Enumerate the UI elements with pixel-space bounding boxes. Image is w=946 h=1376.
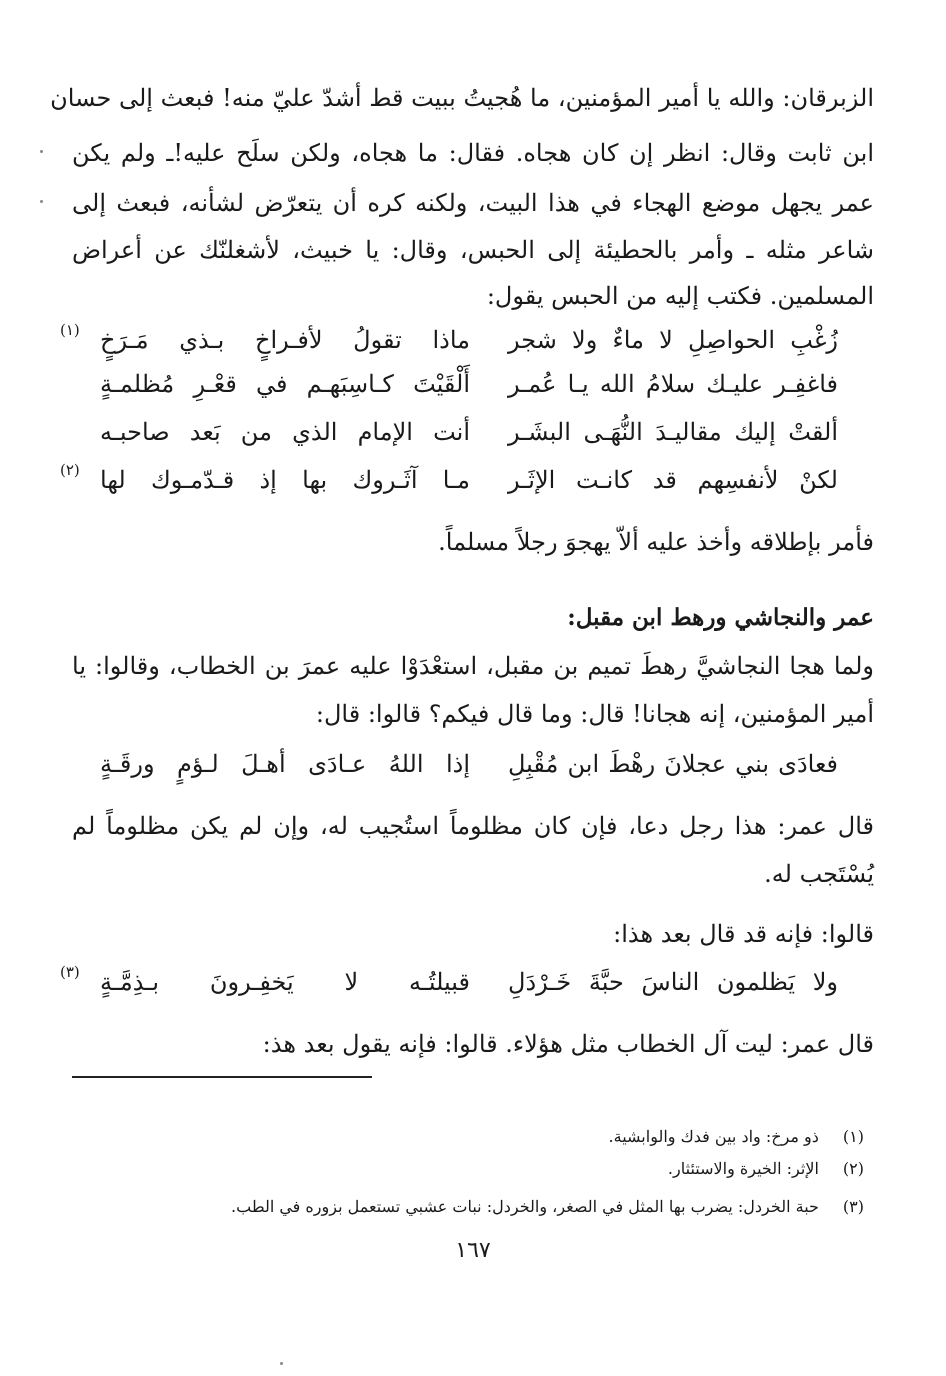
para5-line: قالوا: فإنه قد قال بعد هذا: [613,920,874,948]
footnote-number: (٢) [842,1159,864,1178]
footnote-text: الإثر: الخيرة والاستئثار. [667,1159,819,1178]
verse-first-hemistich: إذا اللهُ عـادَى أهـلَ لـؤمٍ ورقَـةٍ [100,750,470,778]
verse-first-hemistich: مـا آثَـروك بها إذ قـدّمـوك لها [100,466,470,494]
scan-speck [280,1362,283,1365]
poem1-verse-3 [72,410,874,454]
footnote-3 [231,1194,864,1220]
verse-second-hemistich: فاغفِـر عليـك سلامُ الله يـا عُمـر [508,370,838,398]
poem2-verse [72,742,874,786]
footnote-separator [72,1076,372,1078]
para3-line-2: أمير المؤمنين، إنه هجانا! قال: وما قال فيكم؟ قالوا: قال: [315,700,874,728]
verse-second-hemistich: ولا يَظلمون الناسَ حبَّةَ خَـرْدَلِ [508,968,838,996]
verse-second-hemistich: لكنْ لأنفسِهم قد كانـت الإثَـر [508,466,838,494]
scan-speck [40,200,43,203]
poem1-verse-2 [72,362,874,406]
footnote-text: ذو مرخ: واد بين فدك والوابشية. [608,1127,819,1146]
footnote-number: (١) [842,1127,864,1146]
verse-first-hemistich: ماذا تقولُ لأفـراخٍ بـذي مَـرَخٍ [100,326,470,354]
footnote-text: حبة الخردل: يضرب بها المثل في الصغر، والخردل: نبات عشبي تستعمل بزوره في الطب. [231,1197,819,1216]
verse-first-hemistich: أنت الإمام الذي من بَعد صاحبـه [100,418,470,446]
scan-speck [40,150,43,153]
footnote-ref: (٢) [60,461,80,479]
verse-second-hemistich: فعادَى بني عجلانَ رهْطَ ابن مُقْبِلِ [508,750,838,778]
footnote-ref: (٣) [60,963,80,981]
para1-line-1: الزبرقان: والله يا أمير المؤمنين، ما هُجيتُ ببيت قط أشدّ عليّ منه! فبعث إلى حسان [50,84,874,112]
poem1-verse-4 [60,458,874,502]
verse-second-hemistich: ألقتْ إليك مقاليـدَ النُّهَـى البشَـر [508,418,838,446]
verse-first-hemistich: قبيلتُـه لا يَخفِـرونَ بـذِمَّـةٍ [100,968,470,996]
poem1-verse-1 [60,318,874,362]
para3-line-1: ولما هجا النجاشيَّ رهطَ تميم بن مقبل، استعْدَوْا عليه عمرَ بن الخطاب، وقالوا: يا [72,652,874,680]
para6-line: قال عمر: ليت آل الخطاب مثل هؤلاء. قالوا: فإنه يقول بعد هذ: [262,1030,874,1058]
para1-line-2: ابن ثابت وقال: انظر إن كان هجاه. فقال: ما هجاه، ولكن سلَح عليه!ـ ولم يكن [72,139,874,167]
section-heading: عمر والنجاشي ورهط ابن مقبل: [567,604,874,631]
footnote-number: (٣) [842,1197,864,1216]
footnote-1 [609,1124,864,1150]
footnote-2 [668,1156,864,1182]
para4-line-1: قال عمر: هذا رجل دعا، فإن كان مظلوماً استُجيب له، وإن لم يكن مظلوماً لم [72,812,874,840]
para2-line: فأمر بإطلاقه وأخذ عليه ألاّ يهجوَ رجلاً مسلماً. [438,528,874,556]
para1-line-4: شاعر مثله ـ وأمر بالحطيئة إلى الحبس، وقال: يا خبيث، لأشغلنّك عن أعراض [72,236,874,264]
para1-line-3: عمر يجهل موضع الهجاء في هذا البيت، ولكنه كره أن يتعرّض لشأنه، فبعث إلى [72,189,874,217]
page-number: ١٦٧ [455,1238,491,1263]
verse-second-hemistich: زُغْبِ الحواصِلِ لا ماءٌ ولا شجر [508,326,838,354]
poem3-verse [60,960,874,1004]
verse-first-hemistich: أَلْقَيْتَ كـاسِبَهـم في قعْـرِ مُظلمـةٍ [100,370,470,398]
para1-line-5: المسلمين. فكتب إليه من الحبس يقول: [486,282,874,310]
para4-line-2: يُسْتَجب له. [764,860,874,888]
footnote-ref: (١) [60,321,80,339]
